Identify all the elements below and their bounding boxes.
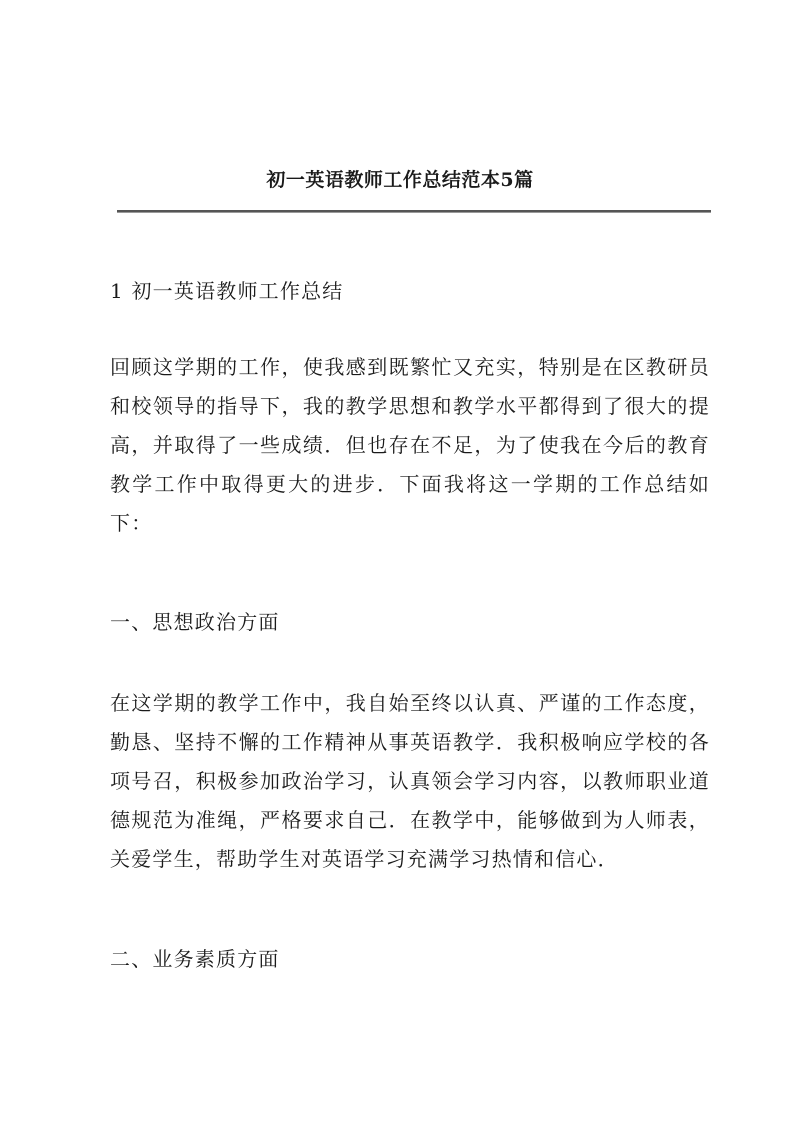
document-title: 初一英语教师工作总结范本5篇: [266, 169, 534, 191]
article-heading: 1 初一英语教师工作总结: [110, 279, 344, 303]
title-divider: [117, 210, 711, 213]
section-heading-political: 一、思想政治方面: [110, 610, 280, 634]
section-heading-professional: 二、业务素质方面: [110, 947, 280, 971]
paragraph-intro: 回顾这学期的工作，使我感到既繁忙又充实，特别是在区教研员和校领导的指导下，我的教学思想和教学水平都得到了很大的提高，并取得了一些成绩．但也存在不足，为了使我在今后的教育教学工作中取得更大的进步．下面我将这一学期的工作总结如下：: [110, 355, 710, 535]
paragraph-political: 在这学期的教学工作中，我自始至终以认真、严谨的工作态度，勤恳、坚持不懈的工作精神从事英语教学．我积极响应学校的各项号召，积极参加政治学习，认真领会学习内容，以教师职业道德规范为准绳，严格要求自己．在教学中，能够做到为人师表，关爱学生，帮助学生对英语学习充满学习热情和信心．: [110, 691, 710, 871]
